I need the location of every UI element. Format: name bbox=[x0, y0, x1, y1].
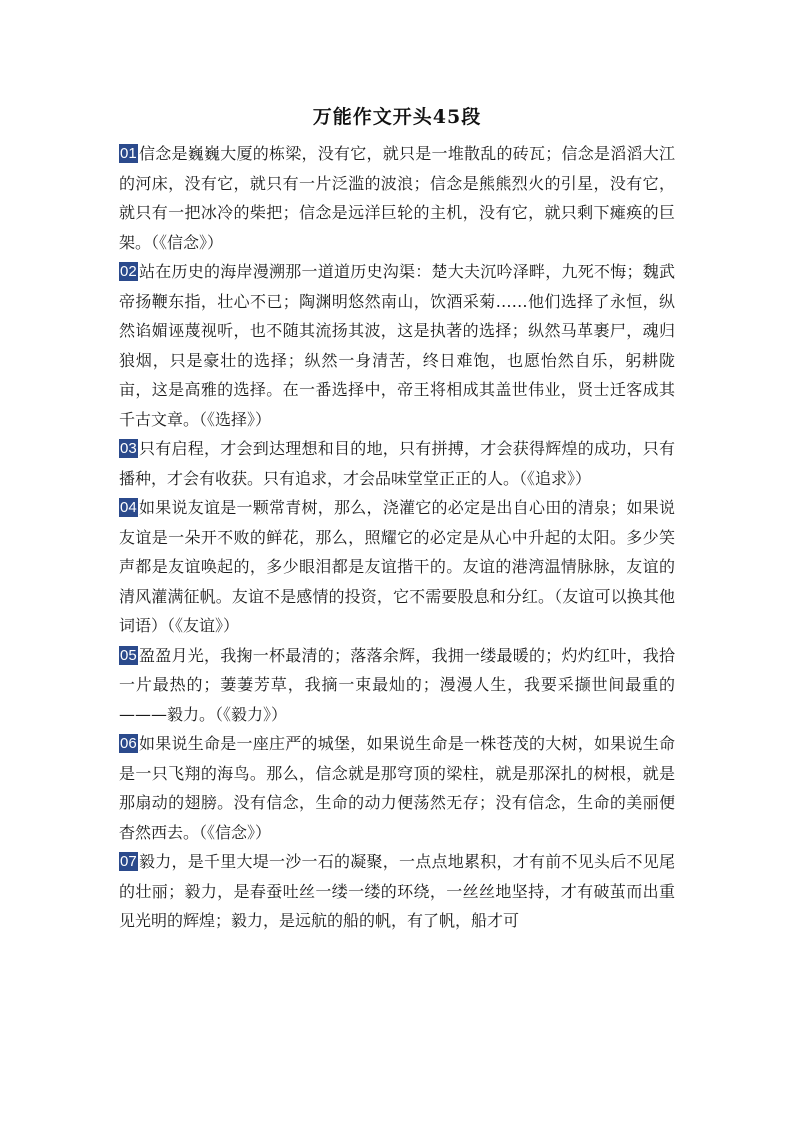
paragraph-text: 如果说友谊是一颗常青树，那么，浇灌它的必定是出自心田的清泉；如果说友谊是一朵开不败的鲜花，那么，照耀它的必定是从心中升起的太阳。多少笑声都是友谊唤起的，多少眼泪都是友谊揩干的。友谊的港湾温情脉脉，友谊的清风灌满征帆。友谊不是感情的投资，它不需要股息和分红。（友谊可以换其他词语）（《友谊》） bbox=[119, 498, 675, 635]
paragraph-03 bbox=[119, 434, 675, 493]
document-body bbox=[119, 139, 675, 936]
paragraph-text: 只有启程，才会到达理想和目的地，只有拼搏，才会获得辉煌的成功，只有播种，才会有收获。只有追求，才会品味堂堂正正的人。（《追求》） bbox=[119, 439, 675, 488]
paragraph-number-badge: 04 bbox=[120, 499, 137, 516]
paragraph-05 bbox=[119, 641, 675, 730]
paragraph-01 bbox=[119, 139, 675, 257]
paragraph-text: 如果说生命是一座庄严的城堡，如果说生命是一株苍茂的大树，如果说生命是一只飞翔的海鸟。那么，信念就是那穹顶的梁柱，就是那深扎的树根，就是那扇动的翅膀。没有信念，生命的动力便荡然无存；没有信念，生命的美丽便杳然西去。（《信念》） bbox=[119, 734, 675, 842]
paragraph-number-badge: 07 bbox=[120, 853, 137, 870]
paragraph-text: 站在历史的海岸漫溯那一道道历史沟渠：楚大夫沉吟泽畔，九死不悔；魏武帝扬鞭东指，壮心不已；陶渊明悠然南山，饮酒采菊……他们选择了永恒，纵然谄媚诬蔑视听，也不随其流扬其波，这是执著的选择；纵然马革裹尸，魂归狼烟，只是豪壮的选择；纵然一身清苦，终日难饱，也愿怡然自乐，躬耕陇亩，这是高雅的选择。在一番选择中，帝王将相成其盖世伟业，贤士迁客成其千古文章。（《选择》） bbox=[119, 262, 675, 429]
document-title: 万能作文开头45段 bbox=[312, 106, 482, 128]
paragraph-text: 信念是巍巍大厦的栋梁，没有它，就只是一堆散乱的砖瓦；信念是滔滔大江的河床，没有它，就只有一片泛滥的波浪；信念是熊熊烈火的引星，没有它，就只有一把冰冷的柴把；信念是远洋巨轮的主机，没有它，就只剩下瘫痪的巨架。（《信念》） bbox=[119, 144, 675, 252]
paragraph-02 bbox=[119, 257, 675, 434]
paragraph-number-badge: 03 bbox=[120, 440, 137, 457]
paragraph-number-badge: 02 bbox=[120, 263, 137, 280]
paragraph-number-badge: 01 bbox=[120, 145, 137, 162]
paragraph-number-badge: 06 bbox=[120, 735, 137, 752]
paragraph-text: 盈盈月光，我掬一杯最清的；落落余辉，我拥一缕最暖的；灼灼红叶，我拾一片最热的；萋萋芳草，我摘一束最灿的；漫漫人生，我要采撷世间最重的———毅力。（《毅力》） bbox=[119, 645, 675, 724]
paragraph-06 bbox=[119, 729, 675, 847]
paragraph-text: 毅力，是千里大堤一沙一石的凝聚，一点点地累积，才有前不见头后不见尾的壮丽；毅力，是春蚕吐丝一缕一缕的环绕，一丝丝地坚持，才有破茧而出重见光明的辉煌；毅力，是远航的船的帆，有了帆，船才可 bbox=[119, 852, 675, 930]
paragraph-07 bbox=[119, 847, 675, 936]
paragraph-04 bbox=[119, 493, 675, 641]
paragraph-number-badge: 05 bbox=[120, 646, 137, 664]
